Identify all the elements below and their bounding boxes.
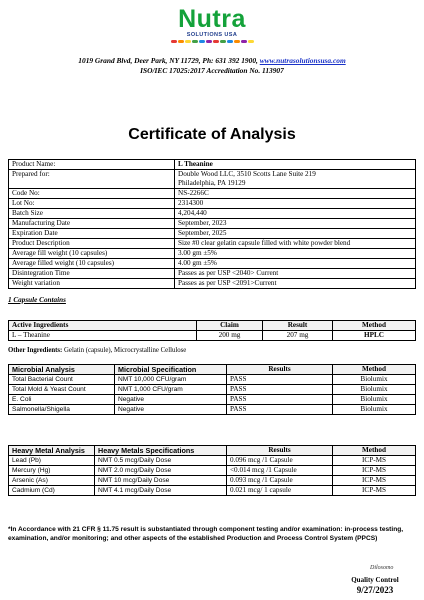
table-row xyxy=(9,486,416,496)
logo-wordmark: Nutra xyxy=(178,5,246,33)
quality-control-label: Quality Control xyxy=(351,576,399,584)
exp-value: September, 2025 xyxy=(175,229,416,239)
table-cell: NMT 4.1 mcg/Daily Dose xyxy=(95,486,227,496)
table-row xyxy=(9,375,416,385)
column-header: Active Ingredients xyxy=(9,321,197,331)
table-row xyxy=(9,170,416,189)
pill-icon xyxy=(234,40,240,43)
product-name: L Theanine xyxy=(175,160,416,170)
page-title: Certificate of Analysis xyxy=(128,126,296,143)
batch-value: 4,204,440 xyxy=(175,209,416,219)
table-cell: Cadmium (Cd) xyxy=(9,486,95,496)
pill-icon xyxy=(213,40,219,43)
table-cell: <0.014 mcg /1 Capsule xyxy=(227,466,333,476)
mfg-value: September, 2023 xyxy=(175,219,416,229)
table-cell: ICP-MS xyxy=(333,466,416,476)
table-row xyxy=(9,405,416,415)
table-cell: E. Coli xyxy=(9,395,115,405)
table-row xyxy=(9,466,416,476)
table-row xyxy=(9,456,416,466)
table-cell: L – Theanine xyxy=(9,331,197,341)
column-header: Microbial Specification xyxy=(115,365,227,375)
column-header: Heavy Metal Analysis xyxy=(9,446,95,456)
table-cell: ICP-MS xyxy=(333,456,416,466)
pill-icon xyxy=(220,40,226,43)
column-header: Method xyxy=(333,365,416,375)
other-ingredients xyxy=(8,347,186,354)
qc-date: 9/27/2023 xyxy=(356,585,394,595)
table-row xyxy=(9,249,416,259)
table-cell: PASS xyxy=(227,375,333,385)
column-header: Method xyxy=(333,446,416,456)
table-cell: NMT 1,000 CFU/gram xyxy=(115,385,227,395)
table-cell: Biolumix xyxy=(333,375,416,385)
accreditation: ISO/IEC 17025:2017 Accreditation No. 113907 xyxy=(140,66,284,75)
website-link[interactable]: www.nutrasolutionsusa.com xyxy=(259,56,346,65)
pill-icon xyxy=(171,40,177,43)
table-row xyxy=(9,476,416,486)
table-cell: NMT 10 mcg/Daily Dose xyxy=(95,476,227,486)
other-ingredients-value: Gelatin (capsule), Microcrystalline Cellulose xyxy=(64,347,187,354)
batch-label: Batch Size xyxy=(9,209,175,219)
table-cell: PASS xyxy=(227,395,333,405)
table-row xyxy=(9,199,416,209)
weight-value: Passes as per USP <2091>Current xyxy=(175,279,416,289)
table-cell: 0.096 mcg /1 Capsule xyxy=(227,456,333,466)
company-address xyxy=(0,56,424,76)
fill-value: 3.00 gm ±5% xyxy=(175,249,416,259)
ingredients-table xyxy=(8,320,416,341)
mfg-label: Manufacturing Date xyxy=(9,219,175,229)
pill-icon xyxy=(227,40,233,43)
heavy-metals-table xyxy=(8,445,416,496)
table-header-row xyxy=(9,446,416,456)
table-cell: 0.021 mcg/ 1 capsule xyxy=(227,486,333,496)
table-row xyxy=(9,385,416,395)
address-line: 1019 Grand Blvd, Deer Park, NY 11729, Ph: 631 392 1900, xyxy=(78,56,258,65)
product-name-label: Product Name: xyxy=(9,160,175,170)
pill-icon xyxy=(241,40,247,43)
fill-label: Average fill weight (10 capsules) xyxy=(9,249,175,259)
prepared-for-line-1: Double Wood LLC, 3510 Scotts Lane Suite 219 xyxy=(178,170,316,178)
table-cell: Total Bacterial Count xyxy=(9,375,115,385)
table-row xyxy=(9,395,416,405)
quality-control-block xyxy=(330,575,420,595)
table-cell: NMT 10,000 CFU/gram xyxy=(115,375,227,385)
pill-icon xyxy=(248,40,254,43)
disint-label: Disintegration Time xyxy=(9,269,175,279)
other-ingredients-label: Other Ingredients: xyxy=(8,347,63,354)
prepared-for xyxy=(175,170,416,189)
table-row xyxy=(9,189,416,199)
pill-icon xyxy=(185,40,191,43)
table-cell: Biolumix xyxy=(333,405,416,415)
code-value: NS-2266C xyxy=(175,189,416,199)
product-info-table xyxy=(8,159,416,289)
table-cell: Negative xyxy=(115,395,227,405)
table-row xyxy=(9,229,416,239)
filled-label: Average filled weight (10 capsules) xyxy=(9,259,175,269)
code-label: Code No: xyxy=(9,189,175,199)
table-cell: PASS xyxy=(227,405,333,415)
table-cell: HPLC xyxy=(333,331,416,341)
pill-icon xyxy=(178,40,184,43)
table-row xyxy=(9,331,416,341)
table-cell: Arsenic (As) xyxy=(9,476,95,486)
microbial-table xyxy=(8,364,416,415)
table-header-row xyxy=(9,365,416,375)
column-header: Claim xyxy=(197,321,263,331)
table-cell: Total Mold & Yeast Count xyxy=(9,385,115,395)
table-cell: PASS xyxy=(227,385,333,395)
table-cell: NMT 0.5 mcg/Daily Dose xyxy=(95,456,227,466)
table-row xyxy=(9,209,416,219)
table-row xyxy=(9,160,416,170)
table-header-row xyxy=(9,321,416,331)
column-header: Method xyxy=(333,321,416,331)
prepared-for-label: Prepared for: xyxy=(9,170,175,189)
table-row xyxy=(9,219,416,229)
table-cell: Lead (Pb) xyxy=(9,456,95,466)
table-row xyxy=(9,279,416,289)
table-cell: ICP-MS xyxy=(333,476,416,486)
filled-value: 4.00 gm ±5% xyxy=(175,259,416,269)
table-cell: Mercury (Hg) xyxy=(9,466,95,476)
table-row xyxy=(9,259,416,269)
signature: Dilosomo xyxy=(370,565,394,571)
column-header: Heavy Metals Specifications xyxy=(95,446,227,456)
company-logo xyxy=(0,6,424,43)
disint-value: Passes as per USP <2040> Current xyxy=(175,269,416,279)
table-cell: 200 mg xyxy=(197,331,263,341)
pill-icon xyxy=(206,40,212,43)
table-cell: 207 mg xyxy=(263,331,333,341)
table-cell: ICP-MS xyxy=(333,486,416,496)
table-cell: Biolumix xyxy=(333,395,416,405)
capsule-contains-heading: 1 Capsule Contains xyxy=(8,296,66,304)
table-cell: NMT 2.0 mcg/Daily Dose xyxy=(95,466,227,476)
table-cell: Negative xyxy=(115,405,227,415)
table-row xyxy=(9,269,416,279)
column-header: Result xyxy=(263,321,333,331)
table-cell: Biolumix xyxy=(333,385,416,395)
compliance-note: *In Accordance with 21 CFR § 11.75 result is substantiated through component testing and/or examination: in-process testing, examination, and/or monitoring; and other aspects of the established Production and Process Control System (PPCS) xyxy=(8,526,404,543)
weight-label: Weight variation xyxy=(9,279,175,289)
pill-icon xyxy=(199,40,205,43)
pill-icon xyxy=(192,40,198,43)
prepared-for-line-2: Philadelphia, PA 19129 xyxy=(178,179,246,187)
exp-label: Expiration Date xyxy=(9,229,175,239)
column-header: Results xyxy=(227,365,333,375)
desc-label: Product Description xyxy=(9,239,175,249)
table-cell: Salmonella/Shigella xyxy=(9,405,115,415)
desc-value: Size #0 clear gelatin capsule filled with white powder blend xyxy=(175,239,416,249)
column-header: Microbial Analysis xyxy=(9,365,115,375)
table-row xyxy=(9,239,416,249)
logo-pill-icons xyxy=(0,40,424,43)
lot-value: 2314300 xyxy=(175,199,416,209)
lot-label: Lot No: xyxy=(9,199,175,209)
logo-subtitle: SOLUTIONS USA xyxy=(186,32,238,38)
table-cell: 0.093 mcg /1 Capsule xyxy=(227,476,333,486)
column-header: Results xyxy=(227,446,333,456)
